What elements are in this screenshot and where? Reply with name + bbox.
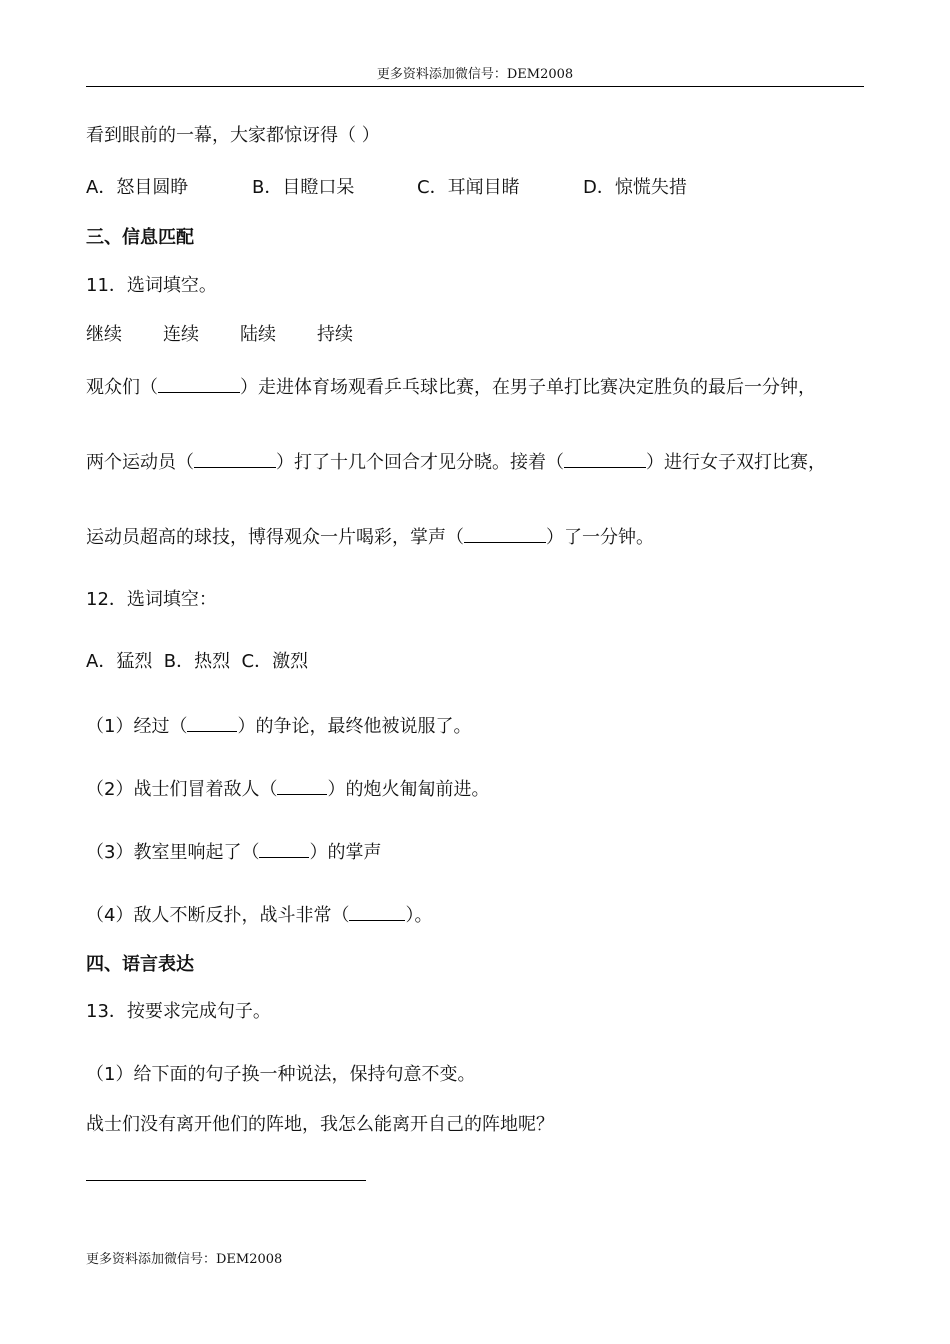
q12-blank-1[interactable] <box>187 714 237 732</box>
q10-option-c: C．耳闻目睹 <box>417 177 520 198</box>
q12-item-1 <box>86 714 471 739</box>
q13-sub-1: （1）给下面的句子换一种说法，保持句意不变。 <box>86 1064 476 1085</box>
q12-item-4 <box>86 903 432 928</box>
q10-option-b: B．目瞪口呆 <box>252 177 355 198</box>
q11-line-1-part-1: 观众们（ <box>86 377 158 398</box>
q11-word-4: 持续 <box>317 324 353 345</box>
q12-item-4-part-1: （4）敌人不断反扑，战斗非常（ <box>86 905 350 926</box>
q11-line-3 <box>86 525 654 550</box>
q11-line-2-part-2: ）打了十几个回合才见分晓。接着（ <box>276 452 564 473</box>
q11-word-1: 继续 <box>86 324 122 345</box>
q11-line-2 <box>86 450 826 475</box>
q12-item-1-part-1: （1）经过（ <box>86 716 188 737</box>
section-4-heading: 四、语言表达 <box>86 954 194 975</box>
q13-answer-line[interactable] <box>86 1180 366 1181</box>
q12-options: A．猛烈 B．热烈 C．激烈 <box>86 651 309 672</box>
q11-blank-1[interactable] <box>158 375 240 393</box>
q12-item-2 <box>86 777 489 802</box>
q12-blank-3[interactable] <box>259 840 309 858</box>
page-footer: 更多资料添加微信号：DEM2008 <box>86 1252 283 1267</box>
section-3-heading: 三、信息匹配 <box>86 227 194 248</box>
q11-blank-2[interactable] <box>194 450 276 468</box>
q11-line-3-part-1: 运动员超高的球技，博得观众一片喝彩，掌声（ <box>86 527 464 548</box>
q11-word-3: 陆续 <box>240 324 276 345</box>
q11-line-2-part-3: ）进行女子双打比赛， <box>646 452 826 473</box>
q10-option-d: D．惊慌失措 <box>583 177 687 198</box>
q12-title: 12．选词填空： <box>86 589 217 610</box>
q11-word-2: 连续 <box>163 324 199 345</box>
q12-item-1-part-2: ）的争论，最终他被说服了。 <box>237 716 472 737</box>
q12-item-2-part-2: ）的炮火匍匐前进。 <box>327 779 490 800</box>
q12-blank-4[interactable] <box>349 903 405 921</box>
q10-stem: 看到眼前的一幕，大家都惊讶得（ ） <box>86 125 380 146</box>
q12-blank-2[interactable] <box>277 777 327 795</box>
q10-option-a: A．怒目圆睁 <box>86 177 189 198</box>
q12-item-3 <box>86 840 381 865</box>
q12-item-4-part-2: ）。 <box>405 905 433 926</box>
q11-line-3-part-2: ）了一分钟。 <box>546 527 654 548</box>
q12-item-3-part-2: ）的掌声 <box>309 842 382 863</box>
q11-blank-3[interactable] <box>564 450 646 468</box>
q13-sentence: 战士们没有离开他们的阵地，我怎么能离开自己的阵地呢？ <box>86 1114 554 1135</box>
q11-line-1-part-2: ）走进体育场观看乒乓球比赛，在男子单打比赛决定胜负的最后一分钟， <box>240 377 816 398</box>
q11-blank-4[interactable] <box>464 525 546 543</box>
q11-line-1 <box>86 375 816 400</box>
q11-line-2-part-1: 两个运动员（ <box>86 452 194 473</box>
q11-title: 11．选词填空。 <box>86 275 217 296</box>
q13-title: 13．按要求完成句子。 <box>86 1001 271 1022</box>
page-header: 更多资料添加微信号：DEM2008 <box>86 66 864 87</box>
q12-item-2-part-1: （2）战士们冒着敌人（ <box>86 779 278 800</box>
q12-item-3-part-1: （3）教室里响起了（ <box>86 842 260 863</box>
